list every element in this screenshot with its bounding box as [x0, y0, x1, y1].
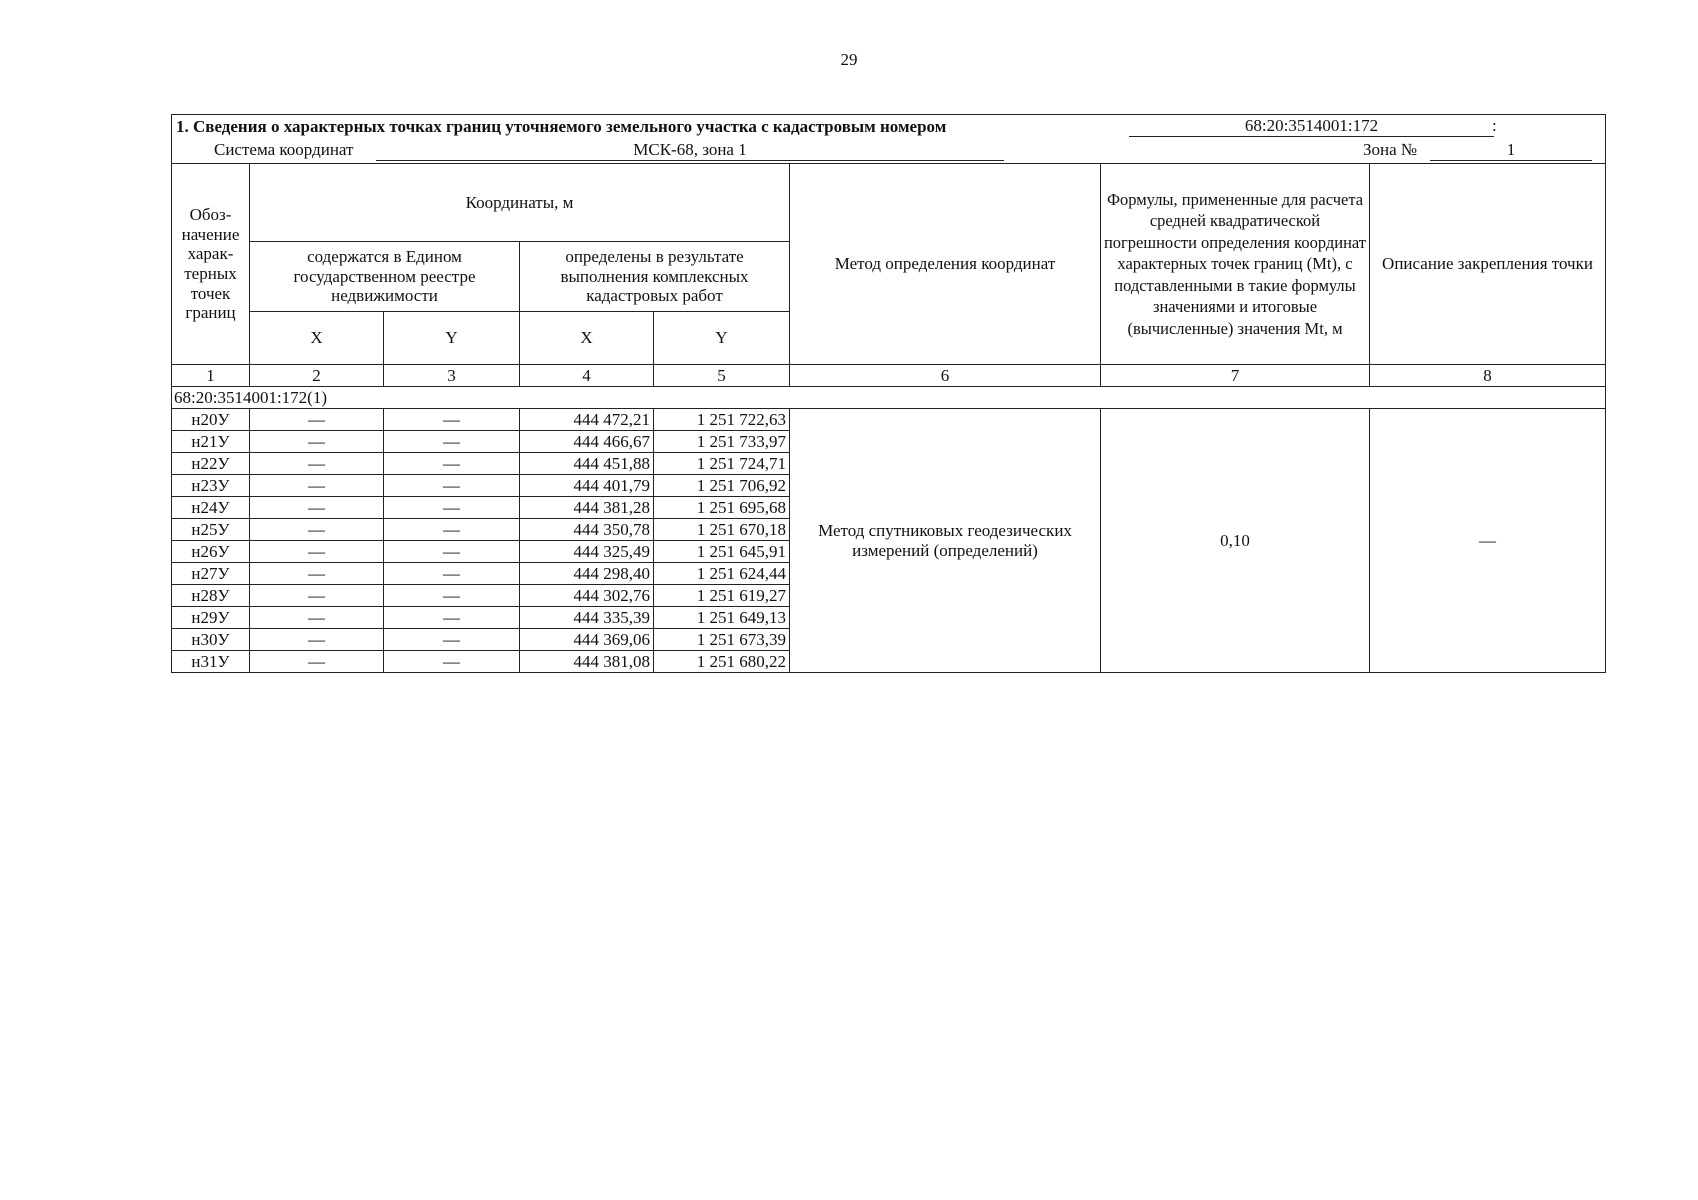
- page-number: 29: [840, 50, 858, 69]
- point-designation: н21У: [172, 431, 250, 453]
- registry-y: —: [384, 519, 520, 541]
- registry-x: —: [250, 497, 384, 519]
- column-number: 4: [520, 365, 654, 387]
- coord-system-cell: [172, 138, 1606, 164]
- header-description: Описание закрепления точки: [1370, 164, 1606, 365]
- point-designation: н29У: [172, 607, 250, 629]
- point-designation: н23У: [172, 475, 250, 497]
- column-number: 1: [172, 365, 250, 387]
- registry-y: —: [384, 563, 520, 585]
- header-determined: определены в результате выполнения комплексных кадастровых работ: [520, 242, 790, 312]
- point-designation: н24У: [172, 497, 250, 519]
- point-designation: н30У: [172, 629, 250, 651]
- zone-label: Зона №: [1363, 140, 1418, 159]
- coord-x: 444 369,06: [520, 629, 654, 651]
- header-det-x: X: [520, 312, 654, 365]
- coord-y: 1 251 645,91: [654, 541, 790, 563]
- group-row: [172, 387, 1606, 409]
- registry-x: —: [250, 629, 384, 651]
- column-number: 6: [790, 365, 1101, 387]
- coord-x: 444 325,49: [520, 541, 654, 563]
- registry-y: —: [384, 453, 520, 475]
- table-title: 1. Сведения о характерных точках границ уточняемого земельного участка с кадастровым номером: [176, 117, 947, 136]
- point-designation: н28У: [172, 585, 250, 607]
- table-title-cell: [172, 115, 1606, 139]
- registry-y: —: [384, 541, 520, 563]
- coord-x: 444 350,78: [520, 519, 654, 541]
- header-reg-y: Y: [384, 312, 520, 365]
- header-designation-text: Обоз-начение харак-терных точек границ: [181, 205, 240, 323]
- coord-y: 1 251 673,39: [654, 629, 790, 651]
- zone-value: 1: [1430, 140, 1592, 161]
- coord-y: 1 251 724,71: [654, 453, 790, 475]
- coord-system-label: Система координат: [214, 140, 354, 159]
- registry-x: —: [250, 431, 384, 453]
- cadastral-colon: :: [1492, 116, 1497, 135]
- registry-x: —: [250, 563, 384, 585]
- coord-y: 1 251 733,97: [654, 431, 790, 453]
- table-row: [172, 409, 1606, 431]
- coord-y: 1 251 706,92: [654, 475, 790, 497]
- boundary-points-table: [171, 114, 1606, 673]
- point-designation: н31У: [172, 651, 250, 673]
- registry-y: —: [384, 607, 520, 629]
- accuracy-cell: 0,10: [1101, 409, 1370, 673]
- coord-y: 1 251 680,22: [654, 651, 790, 673]
- registry-y: —: [384, 475, 520, 497]
- coord-y: 1 251 722,63: [654, 409, 790, 431]
- point-designation: н27У: [172, 563, 250, 585]
- header-coordinates: Координаты, м: [250, 164, 790, 242]
- column-number: 3: [384, 365, 520, 387]
- point-designation: н22У: [172, 453, 250, 475]
- point-designation: н20У: [172, 409, 250, 431]
- registry-x: —: [250, 585, 384, 607]
- coord-x: 444 335,39: [520, 607, 654, 629]
- coord-x: 444 451,88: [520, 453, 654, 475]
- header-det-y: Y: [654, 312, 790, 365]
- column-number: 7: [1101, 365, 1370, 387]
- registry-x: —: [250, 519, 384, 541]
- header-formulas: Формулы, примененные для расчета средней квадратической погрешности определения координат характерных точек границ (Mt), с подставленными в такие формулы значениями и итоговые (вычисленные) значения Mt, м: [1101, 164, 1370, 365]
- coord-y: 1 251 695,68: [654, 497, 790, 519]
- registry-y: —: [384, 431, 520, 453]
- registry-y: —: [384, 585, 520, 607]
- header-in-registry: содержатся в Едином государственном реестре недвижимости: [250, 242, 520, 312]
- registry-x: —: [250, 607, 384, 629]
- group-label: 68:20:3514001:172(1): [172, 387, 1606, 409]
- registry-y: —: [384, 651, 520, 673]
- registry-x: —: [250, 475, 384, 497]
- column-numbers-row: [172, 365, 1606, 387]
- column-number: 8: [1370, 365, 1606, 387]
- coord-x: 444 401,79: [520, 475, 654, 497]
- coord-y: 1 251 649,13: [654, 607, 790, 629]
- registry-x: —: [250, 453, 384, 475]
- coord-y: 1 251 619,27: [654, 585, 790, 607]
- registry-y: —: [384, 409, 520, 431]
- coord-y: 1 251 670,18: [654, 519, 790, 541]
- registry-x: —: [250, 541, 384, 563]
- method-cell: Метод спутниковых геодезических измерений (определений): [790, 409, 1101, 673]
- column-number: 5: [654, 365, 790, 387]
- column-number: 2: [250, 365, 384, 387]
- header-designation: [172, 164, 250, 365]
- cadastral-number: 68:20:3514001:172: [1129, 116, 1494, 137]
- header-method: Метод определения координат: [790, 164, 1101, 365]
- coord-x: 444 298,40: [520, 563, 654, 585]
- registry-y: —: [384, 497, 520, 519]
- coord-x: 444 381,08: [520, 651, 654, 673]
- coord-x: 444 466,67: [520, 431, 654, 453]
- coord-x: 444 472,21: [520, 409, 654, 431]
- header-reg-x: X: [250, 312, 384, 365]
- registry-y: —: [384, 629, 520, 651]
- fixation-description-cell: —: [1370, 409, 1606, 673]
- registry-x: —: [250, 651, 384, 673]
- coord-x: 444 381,28: [520, 497, 654, 519]
- point-designation: н25У: [172, 519, 250, 541]
- coord-y: 1 251 624,44: [654, 563, 790, 585]
- registry-x: —: [250, 409, 384, 431]
- coord-system-value: МСК-68, зона 1: [376, 140, 1004, 161]
- point-designation: н26У: [172, 541, 250, 563]
- coord-x: 444 302,76: [520, 585, 654, 607]
